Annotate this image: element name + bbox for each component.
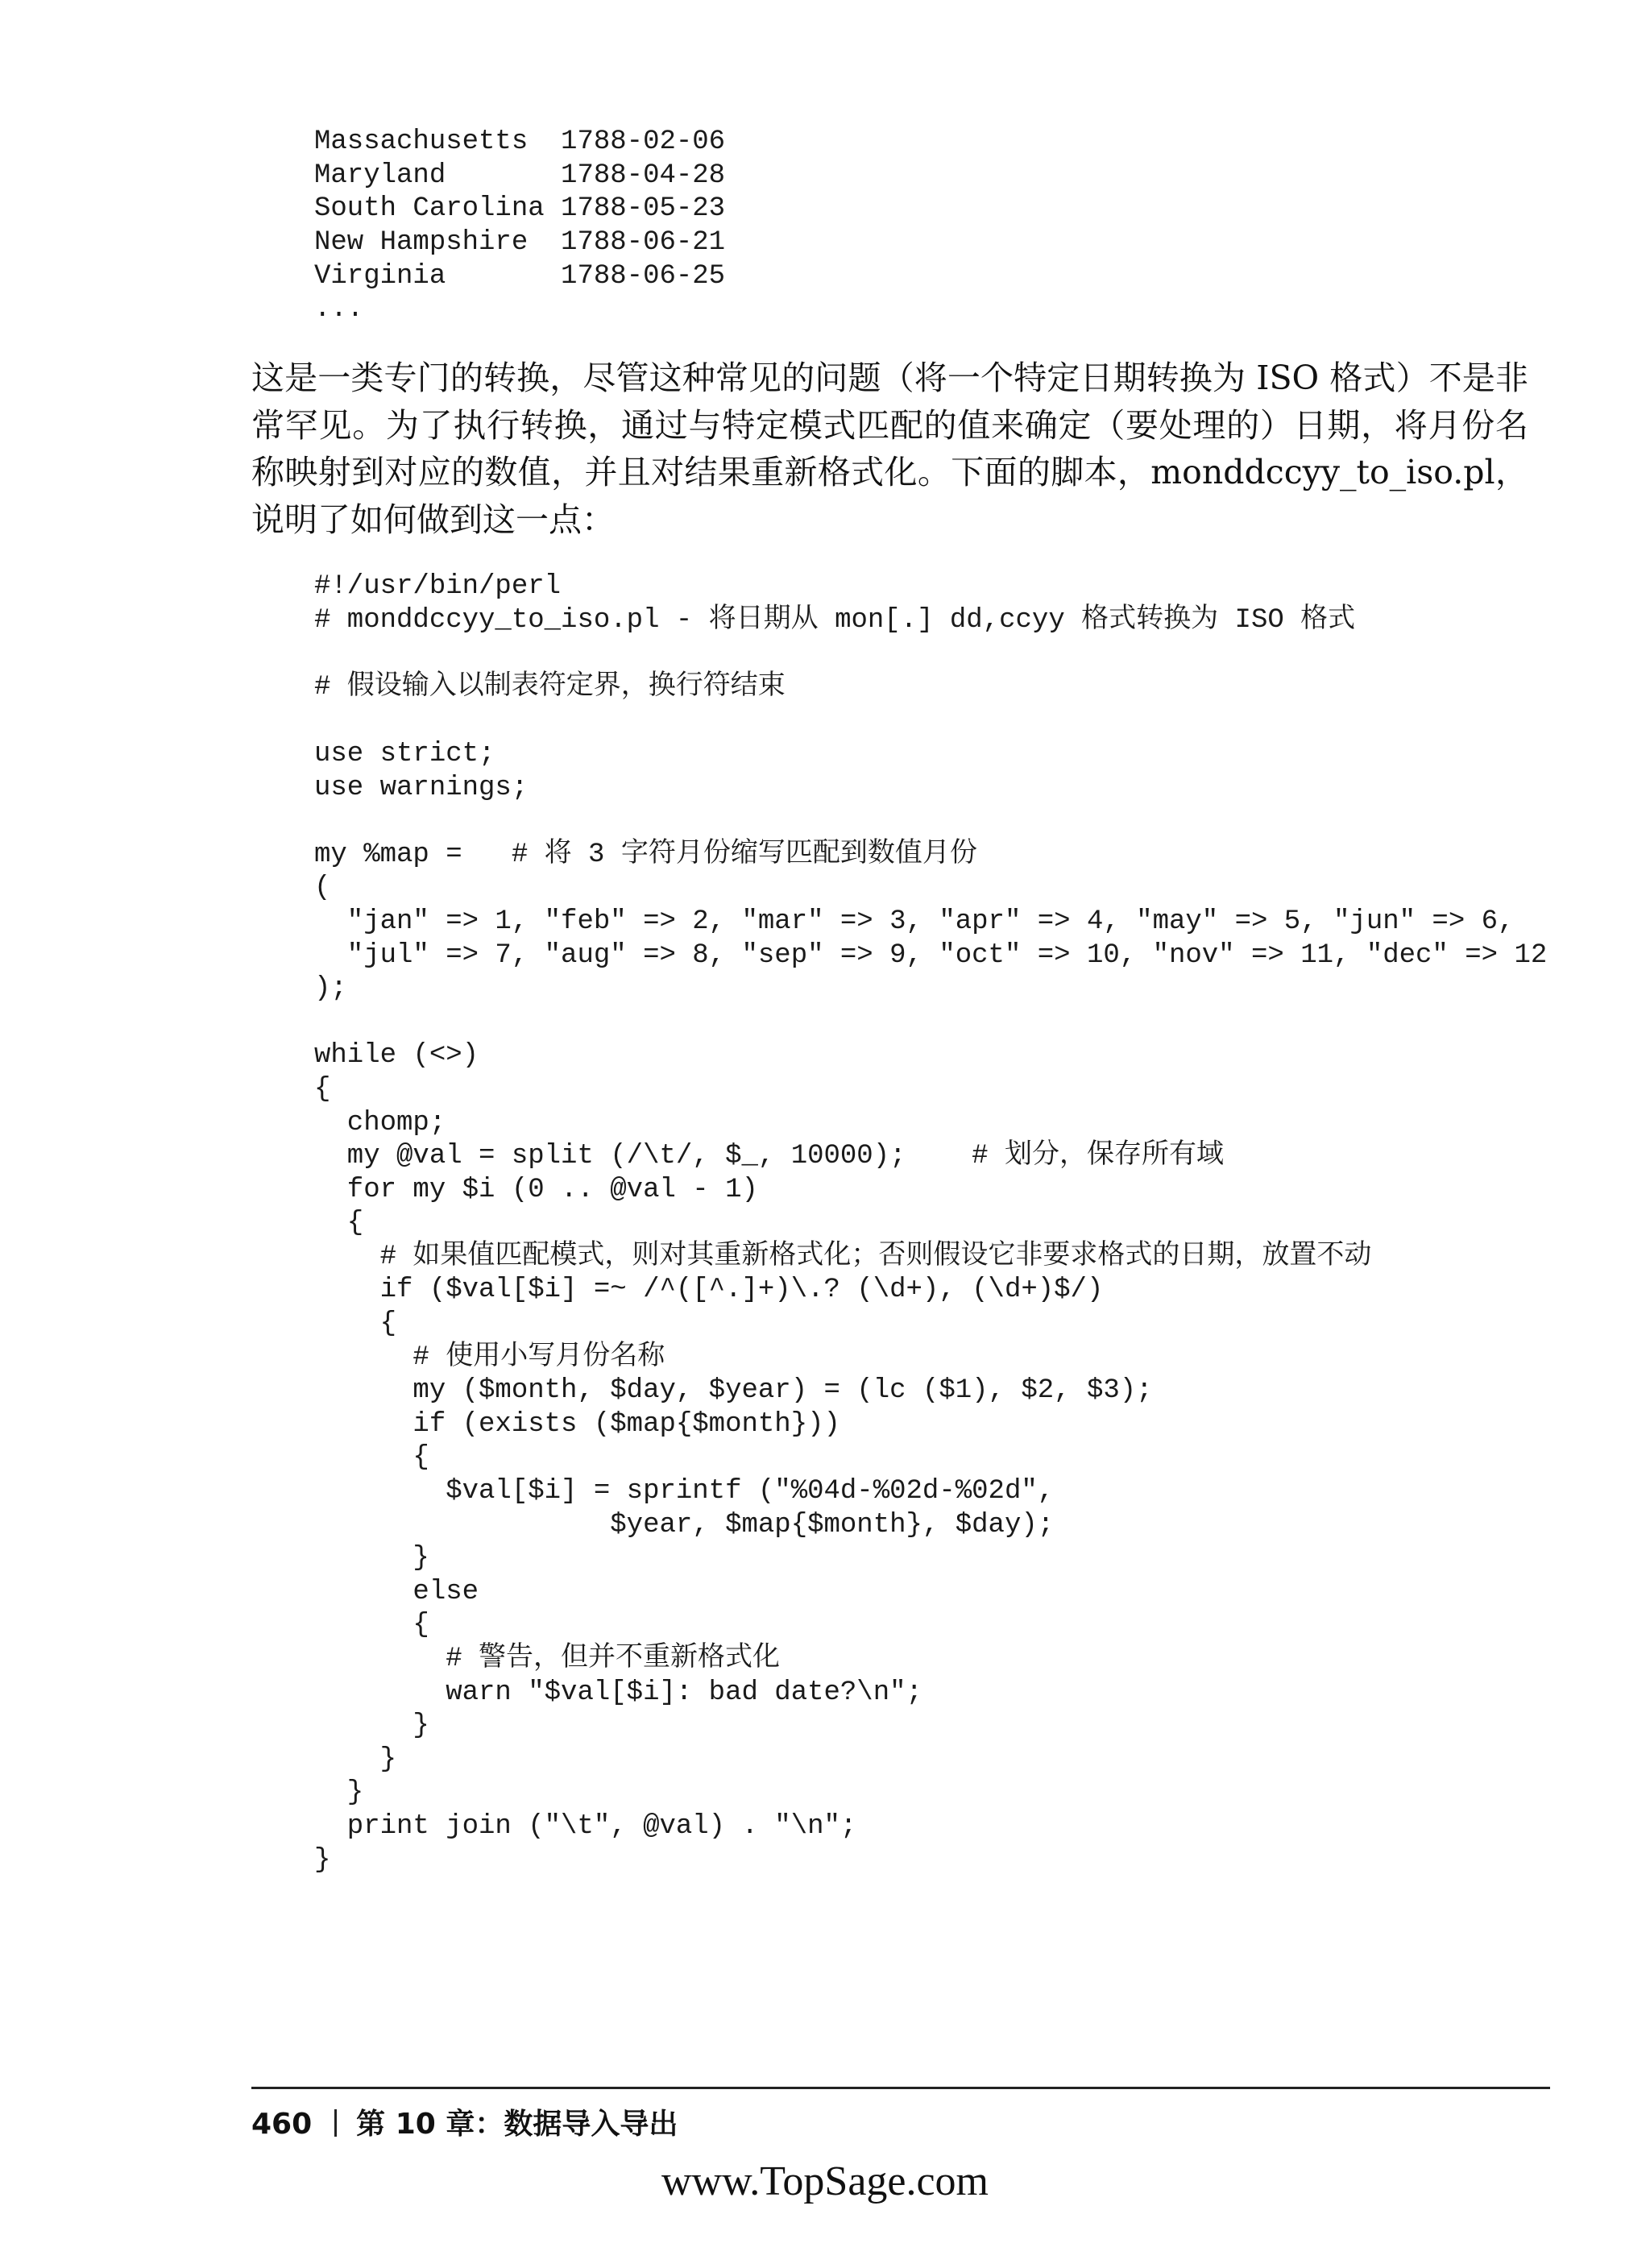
code-line: } <box>314 1710 429 1742</box>
code-line: else <box>314 1576 479 1607</box>
code-line: { <box>314 1073 331 1105</box>
data-row: New Hampshire 1788-06-21 <box>314 227 726 259</box>
body-paragraph: 这是一类专门的转换，尽管这种常见的问题（将一个特定日期转换为 ISO 格式）不是非常罕见。为了执行转换，通过与特定模式匹配的值来确定（要处理的）日期，将月份名称映射到对应的数值，并且对结果重新格式化。下面的脚本，monddccyy_to_iso.pl，说明了如何做到这一点： <box>251 359 1528 539</box>
data-row-ellipsis: ... <box>314 294 364 325</box>
code-line <box>314 1006 1547 1040</box>
code-line <box>314 637 1547 671</box>
code-line: { <box>314 1442 429 1474</box>
footer-divider <box>251 2087 1550 2089</box>
page-number: 460 <box>251 2108 313 2141</box>
code-line: while (<>) <box>314 1040 479 1072</box>
code-line: if ($val[$i] =~ /^([^.]+)\.? (\d+), (\d+)$/) <box>314 1275 1104 1306</box>
code-line: ); <box>314 973 347 1005</box>
data-listing <box>314 126 725 327</box>
code-line: ( <box>314 873 331 904</box>
code-line: chomp; <box>314 1107 446 1138</box>
code-line: # 如果值匹配模式，则对其重新格式化；否则假设它非要求格式的日期，放置不动 <box>314 1241 1372 1272</box>
code-line: use warnings; <box>314 772 529 803</box>
code-line: #!/usr/bin/perl <box>314 571 562 602</box>
code-line: use strict; <box>314 738 495 769</box>
code-line <box>314 704 1547 738</box>
code-line: my ($month, $day, $year) = (lc ($1), $2, $3); <box>314 1375 1153 1407</box>
code-line: $val[$i] = sprintf ("%04d-%02d-%02d", <box>314 1476 1055 1507</box>
code-line: "jan" => 1, "feb" => 2, "mar" => 3, "apr" => 4, "may" => 5, "jun" => 6, <box>314 906 1515 937</box>
code-line: warn "$val[$i]: bad date?\n"; <box>314 1677 922 1708</box>
data-row: Maryland 1788-04-28 <box>314 160 726 191</box>
data-row: Massachusetts 1788-02-06 <box>314 126 726 157</box>
page-footer <box>251 2101 678 2142</box>
data-row: South Carolina 1788-05-23 <box>314 193 726 225</box>
code-line: my %map = # 将 3 字符月份缩写匹配到数值月份 <box>314 839 977 870</box>
perl-script-listing <box>314 570 1547 1877</box>
code-line: } <box>314 1543 429 1574</box>
code-line: { <box>314 1208 364 1239</box>
code-line: # 使用小写月份名称 <box>314 1341 665 1373</box>
code-line: "jul" => 7, "aug" => 8, "sep" => 9, "oct" => 10, "nov" => 11, "dec" => 12 <box>314 939 1548 971</box>
code-line: # 假设输入以制表符定界，换行符结束 <box>314 671 786 703</box>
code-line <box>314 805 1547 839</box>
code-line: for my $i (0 .. @val - 1) <box>314 1174 758 1205</box>
code-line: } <box>314 1777 364 1809</box>
watermark-url: www.TopSage.com <box>661 2158 989 2204</box>
data-row: Virginia 1788-06-25 <box>314 260 726 292</box>
chapter-title: 第 10 章：数据导入导出 <box>356 2108 678 2141</box>
code-line: my @val = split (/\t/, $_, 10000); # 划分，保存所有域 <box>314 1141 1224 1172</box>
code-line: $year, $map{$month}, $day); <box>314 1509 1055 1540</box>
code-line: print join ("\t", @val) . "\n"; <box>314 1810 857 1842</box>
code-line: { <box>314 1610 429 1641</box>
footer-separator <box>334 2109 337 2137</box>
code-line: # monddccyy_to_iso.pl - 将日期从 mon[.] dd,ccyy 格式转换为 ISO 格式 <box>314 604 1356 636</box>
code-line: } <box>314 1844 331 1876</box>
code-line: } <box>314 1743 397 1775</box>
code-line: if (exists ($map{$month})) <box>314 1408 840 1440</box>
code-line: # 警告，但并不重新格式化 <box>314 1644 781 1674</box>
code-line: { <box>314 1308 397 1340</box>
